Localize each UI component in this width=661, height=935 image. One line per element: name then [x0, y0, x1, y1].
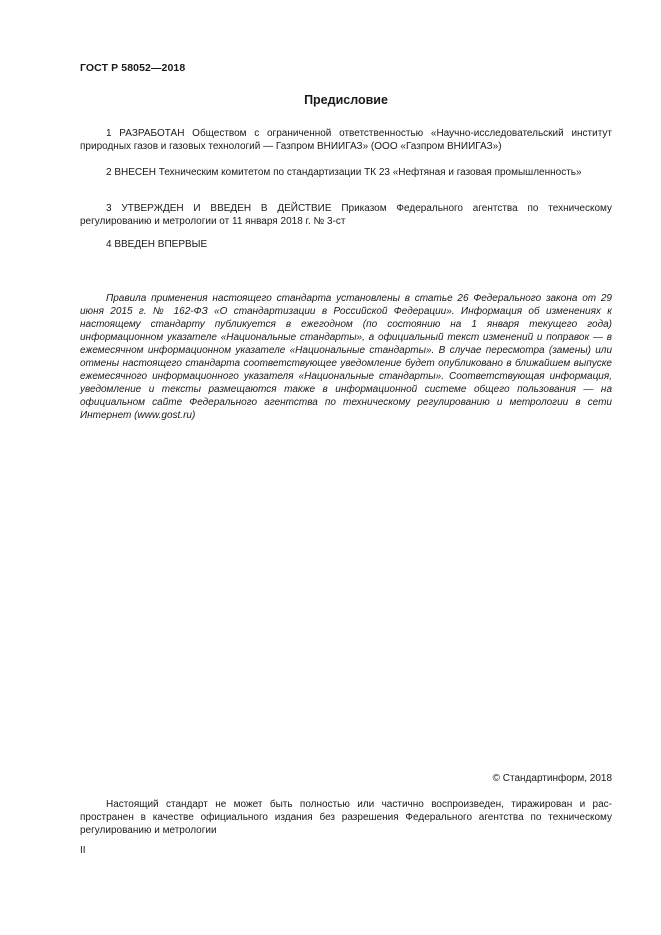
copyright-line: © Стандартинформ, 2018: [492, 773, 612, 784]
item-submitted-by: 2 ВНЕСЕН Техническим комитетом по стандартизации ТК 23 «Нефтяная и газовая промышленность»: [106, 167, 582, 178]
item-approved: 3 УТВЕРЖДЕН И ВВЕДЕН В ДЕЙСТВИЕ Приказом Федерального агентства по техническому регулированию и метрологии от 11 января 2018 г. № 3-ст: [80, 203, 612, 227]
item-introduced-first: 4 ВВЕДЕН ВПЕРВЫЕ: [106, 239, 208, 250]
page-number: II: [80, 845, 86, 856]
rules-notice: Правила применения настоящего стандарта установлены в статье 26 Федерального закона от 29 июня 2015 г. № 162-ФЗ «О стандартизации в Российской Федерации». Информация об изменениях к настоящему стандарту публикуется в ежегодном (по состоянию на 1 января текущего года) информационном указателе «Национальные стандарты», а официальный текст изменений и поправок — в ежемесячном информационном указателе «Национальные стандарты». В случае пересмотра (замены) или отмены настоящего стандарта соответствующее уведомление будет опубликовано в ближайшем выпуске ежемесячного информационного указателя «Национальные стандарты». Соответствующая информация, уведомление и тексты размещаются также в информационной системе общего пользования — на официальном сайте Федерального агентства по техническому регулированию и метрологии в сети Интернет (www.gost.ru): [80, 293, 612, 421]
item-developed-by: 1 РАЗРАБОТАН Обществом с ограниченной ответственностью «Научно-исследовательский институт природных газов и газовых технологий — Газпром ВНИИГАЗ» (ООО «Газпром ВНИИГАЗ»): [80, 128, 612, 152]
standard-code: ГОСТ Р 58052—2018: [80, 62, 186, 74]
page-title: Предисловие: [304, 93, 388, 107]
reproduction-notice: Настоящий стандарт не может быть полностью или частично воспроизведен, тиражирован и распространен в качестве официального издания без разрешения Федерального агентства по техническому регулированию и метрологии: [80, 799, 612, 836]
